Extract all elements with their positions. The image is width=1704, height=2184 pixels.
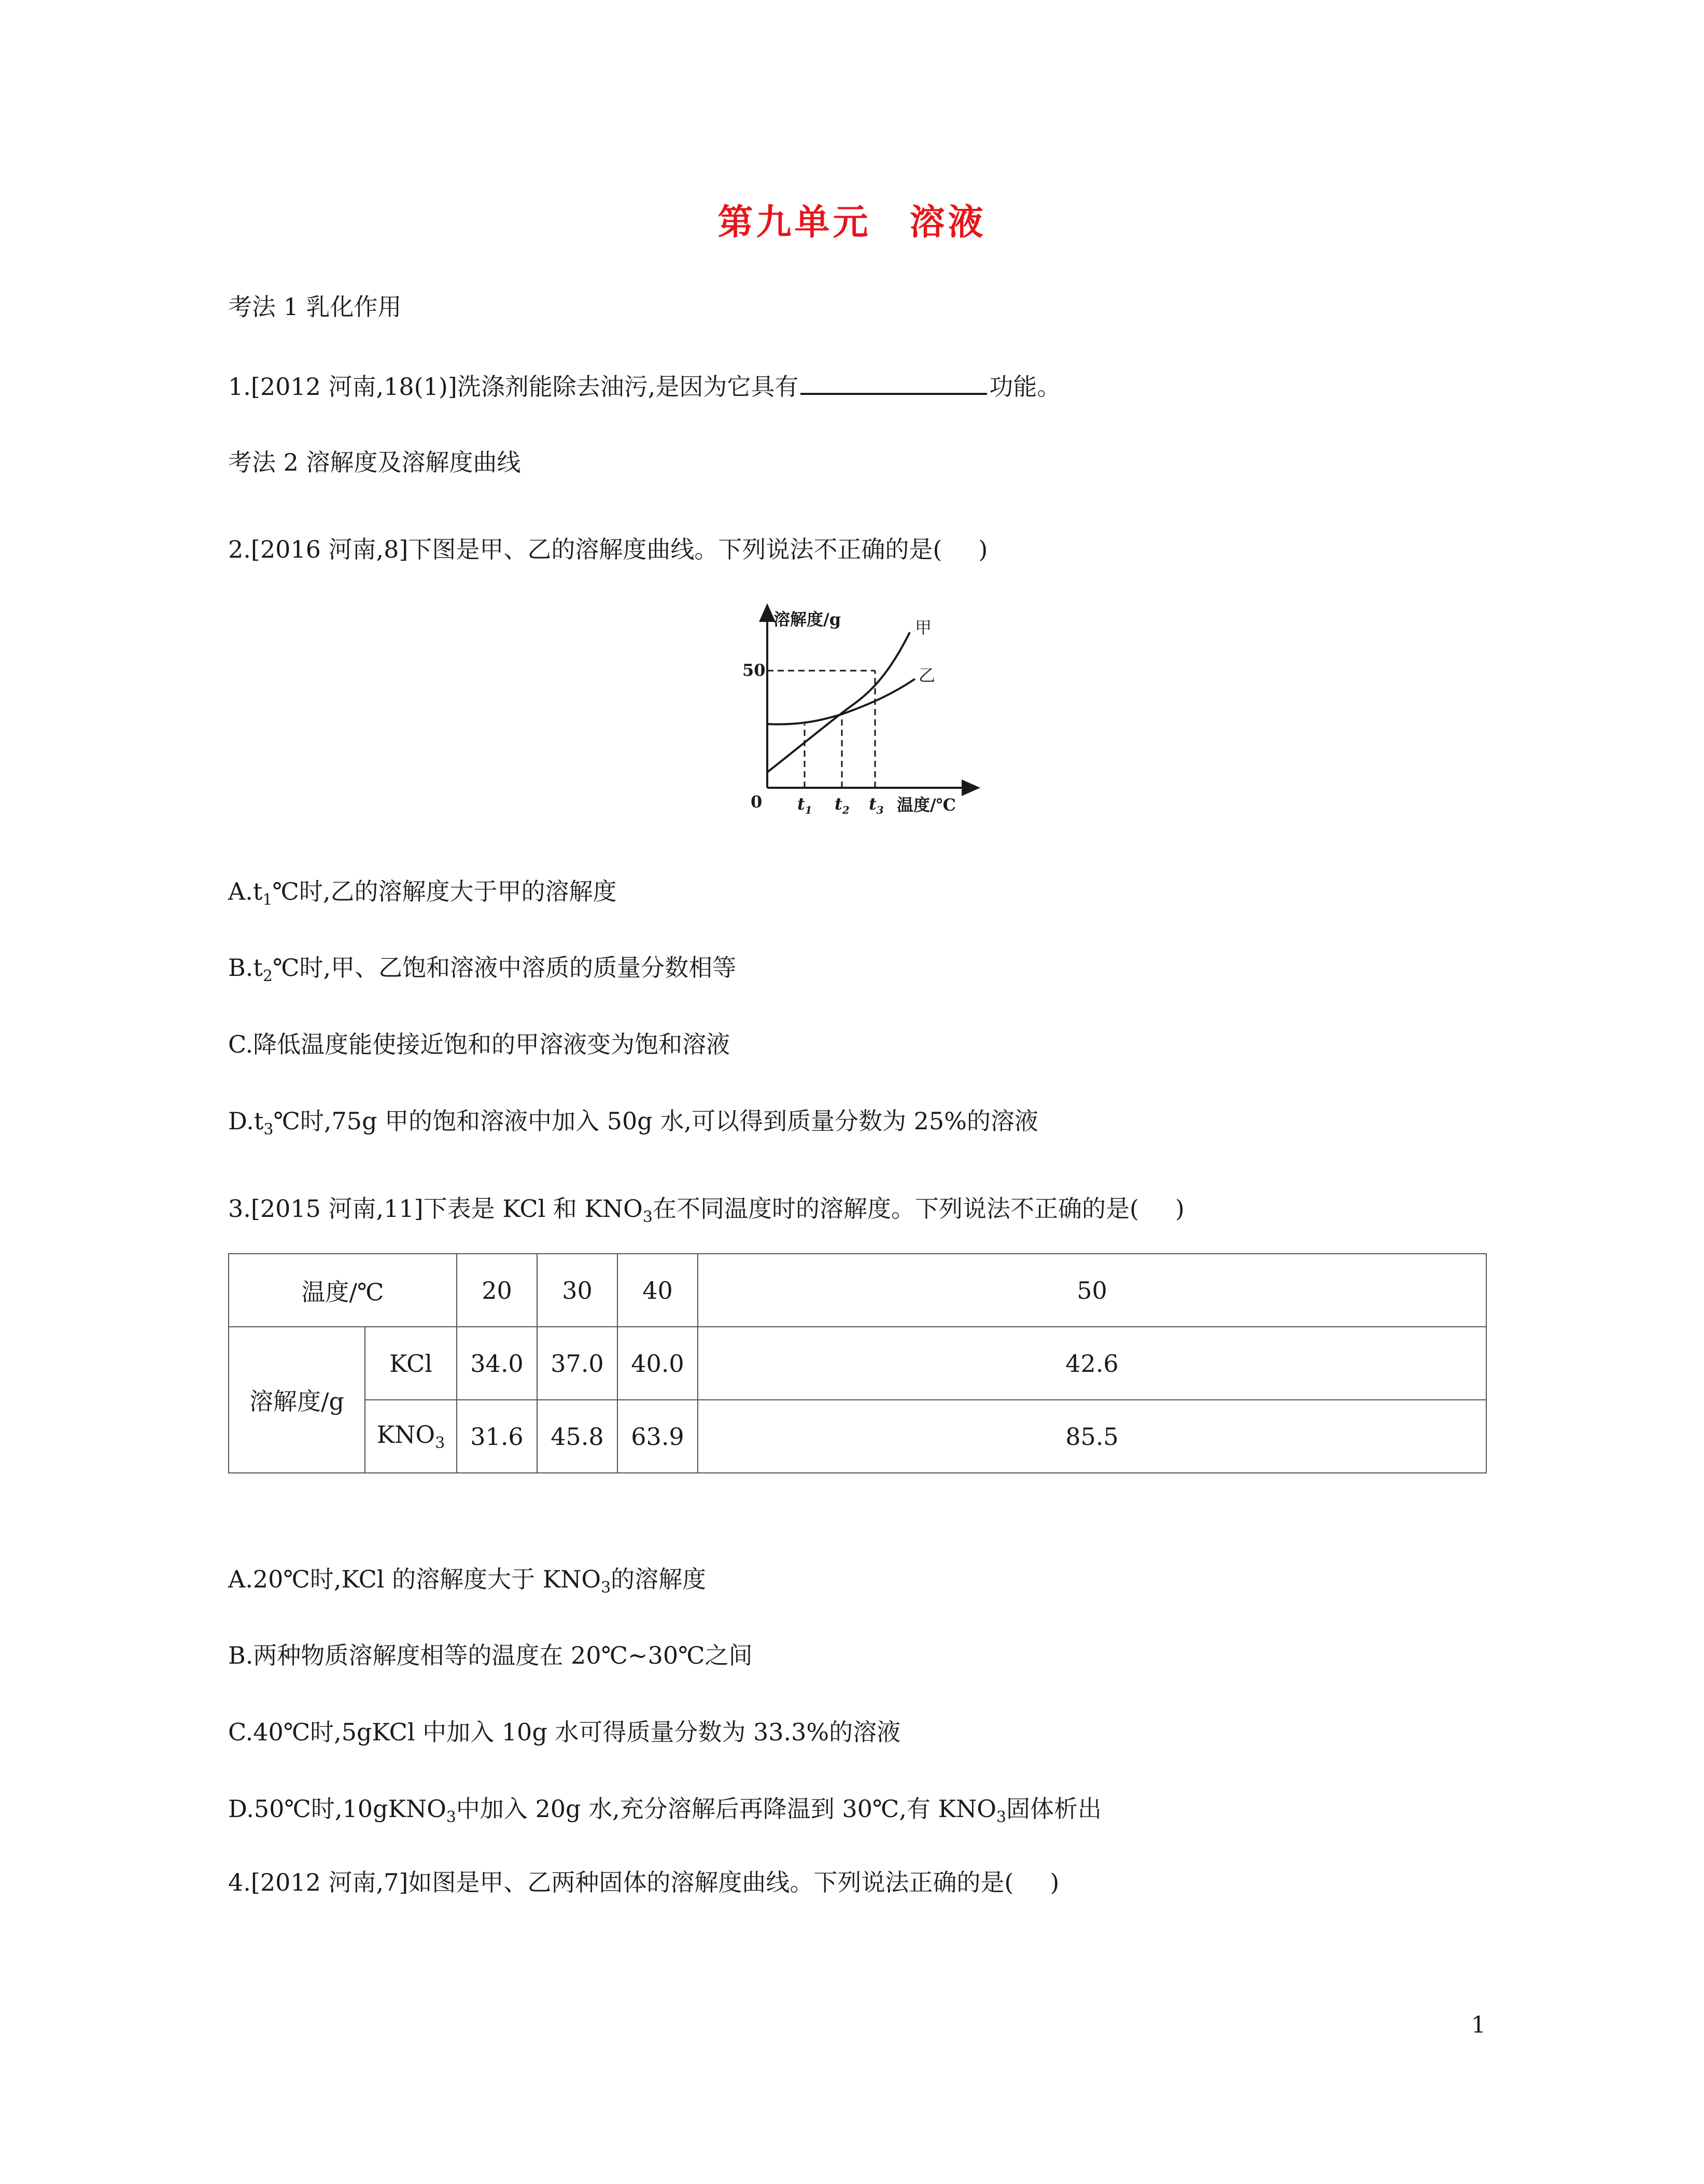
q2-option-b[interactable]: $B.t_2℃$时,甲、乙饱和溶液中溶质的质量分数相等 <box>228 954 737 985</box>
section-heading-2: 考法 2 溶解度及溶解度曲线 <box>228 448 521 476</box>
table-cell: 63.9 <box>617 1400 698 1473</box>
series-label-yi: 乙 <box>919 665 936 685</box>
x-axis-label: 温度/℃ <box>897 795 956 815</box>
solubility-curve-chart <box>741 601 990 824</box>
temp-cell: 40 <box>617 1254 698 1327</box>
q3-option-c[interactable]: C.40℃时,5gKCl 中加入 10g 水可得质量分数为 33.3%的溶液 <box>228 1718 901 1746</box>
table-row <box>229 1327 1486 1400</box>
q3-option-a[interactable]: A.20℃时,KCl 的溶解度大于 $KNO_3$的溶解度 <box>228 1565 707 1597</box>
section-heading-1: 考法 1 乳化作用 <box>228 293 402 321</box>
temp-header: 温度/℃ <box>229 1254 457 1327</box>
curve-jia <box>767 632 910 772</box>
temp-cell: 30 <box>537 1254 617 1327</box>
question-3: 3.[2015 河南,11]下表是 KCl 和 $KNO_3$在不同温度时的溶解度。下列说法不正确的是( ) <box>228 1195 1185 1226</box>
row-label: KCl <box>365 1327 457 1400</box>
x-tick-t3: $t_3$ <box>869 794 884 816</box>
question-2: 2.[2016 河南,8]下图是甲、乙的溶解度曲线。下列说法不正确的是( ) <box>228 535 988 563</box>
solubility-table <box>228 1253 1487 1473</box>
group-label: 溶解度/g <box>229 1327 365 1473</box>
q3-option-d[interactable]: D.50℃时,10gKNO$_3$中加入 20g 水,充分溶解后再降温到 30℃,有 $KNO_3$固体析出 <box>228 1795 1102 1826</box>
answer-blank[interactable] <box>800 369 987 395</box>
table-cell: 85.5 <box>698 1400 1486 1473</box>
temp-cell: 50 <box>698 1254 1486 1327</box>
x-tick-t1: $t_1$ <box>797 794 812 816</box>
q1-suffix: 功能。 <box>989 373 1061 401</box>
question-4: 4.[2012 河南,7]如图是甲、乙两种固体的溶解度曲线。下列说法正确的是( ) <box>228 1868 1060 1896</box>
table-cell: 34.0 <box>457 1327 537 1400</box>
table-cell: 37.0 <box>537 1327 617 1400</box>
y-tick-50: 50 <box>742 660 766 680</box>
question-1 <box>228 369 1061 402</box>
row-label: $KNO_3$ <box>365 1400 457 1473</box>
origin-label: 0 <box>751 792 763 812</box>
q2-option-c[interactable]: C.降低温度能使接近饱和的甲溶液变为饱和溶液 <box>228 1030 730 1058</box>
y-axis-label: 溶解度/g <box>773 609 841 629</box>
q2-option-d[interactable]: $D.t_3℃$时,75g 甲的饱和溶液中加入 50g 水,可以得到质量分数为 25%的溶液 <box>228 1107 1038 1139</box>
table-cell: 31.6 <box>457 1400 537 1473</box>
q2-option-a[interactable]: $A.t_1℃$时,乙的溶解度大于甲的溶解度 <box>228 877 617 909</box>
temp-cell: 20 <box>457 1254 537 1327</box>
table-cell: 45.8 <box>537 1400 617 1473</box>
table-cell: 40.0 <box>617 1327 698 1400</box>
q3-option-b[interactable]: B.两种物质溶解度相等的温度在 20℃~30℃之间 <box>228 1641 753 1669</box>
curve-yi <box>767 679 915 724</box>
page-number: 1 <box>1471 2012 1486 2038</box>
q1-stem: 1.[2012 河南,18(1)]洗涤剂能除去油污,是因为它具有 <box>228 373 799 401</box>
q2-stem: 2.[2016 河南,8]下图是甲、乙的溶解度曲线。下列说法不正确的是( <box>228 535 942 563</box>
table-cell: 42.6 <box>698 1327 1486 1400</box>
table-row <box>229 1400 1486 1473</box>
x-tick-t2: $t_2$ <box>835 794 850 816</box>
page-title: 第九单元 溶液 <box>717 202 987 243</box>
table-header-row <box>229 1254 1486 1327</box>
series-label-jia: 甲 <box>915 618 932 637</box>
